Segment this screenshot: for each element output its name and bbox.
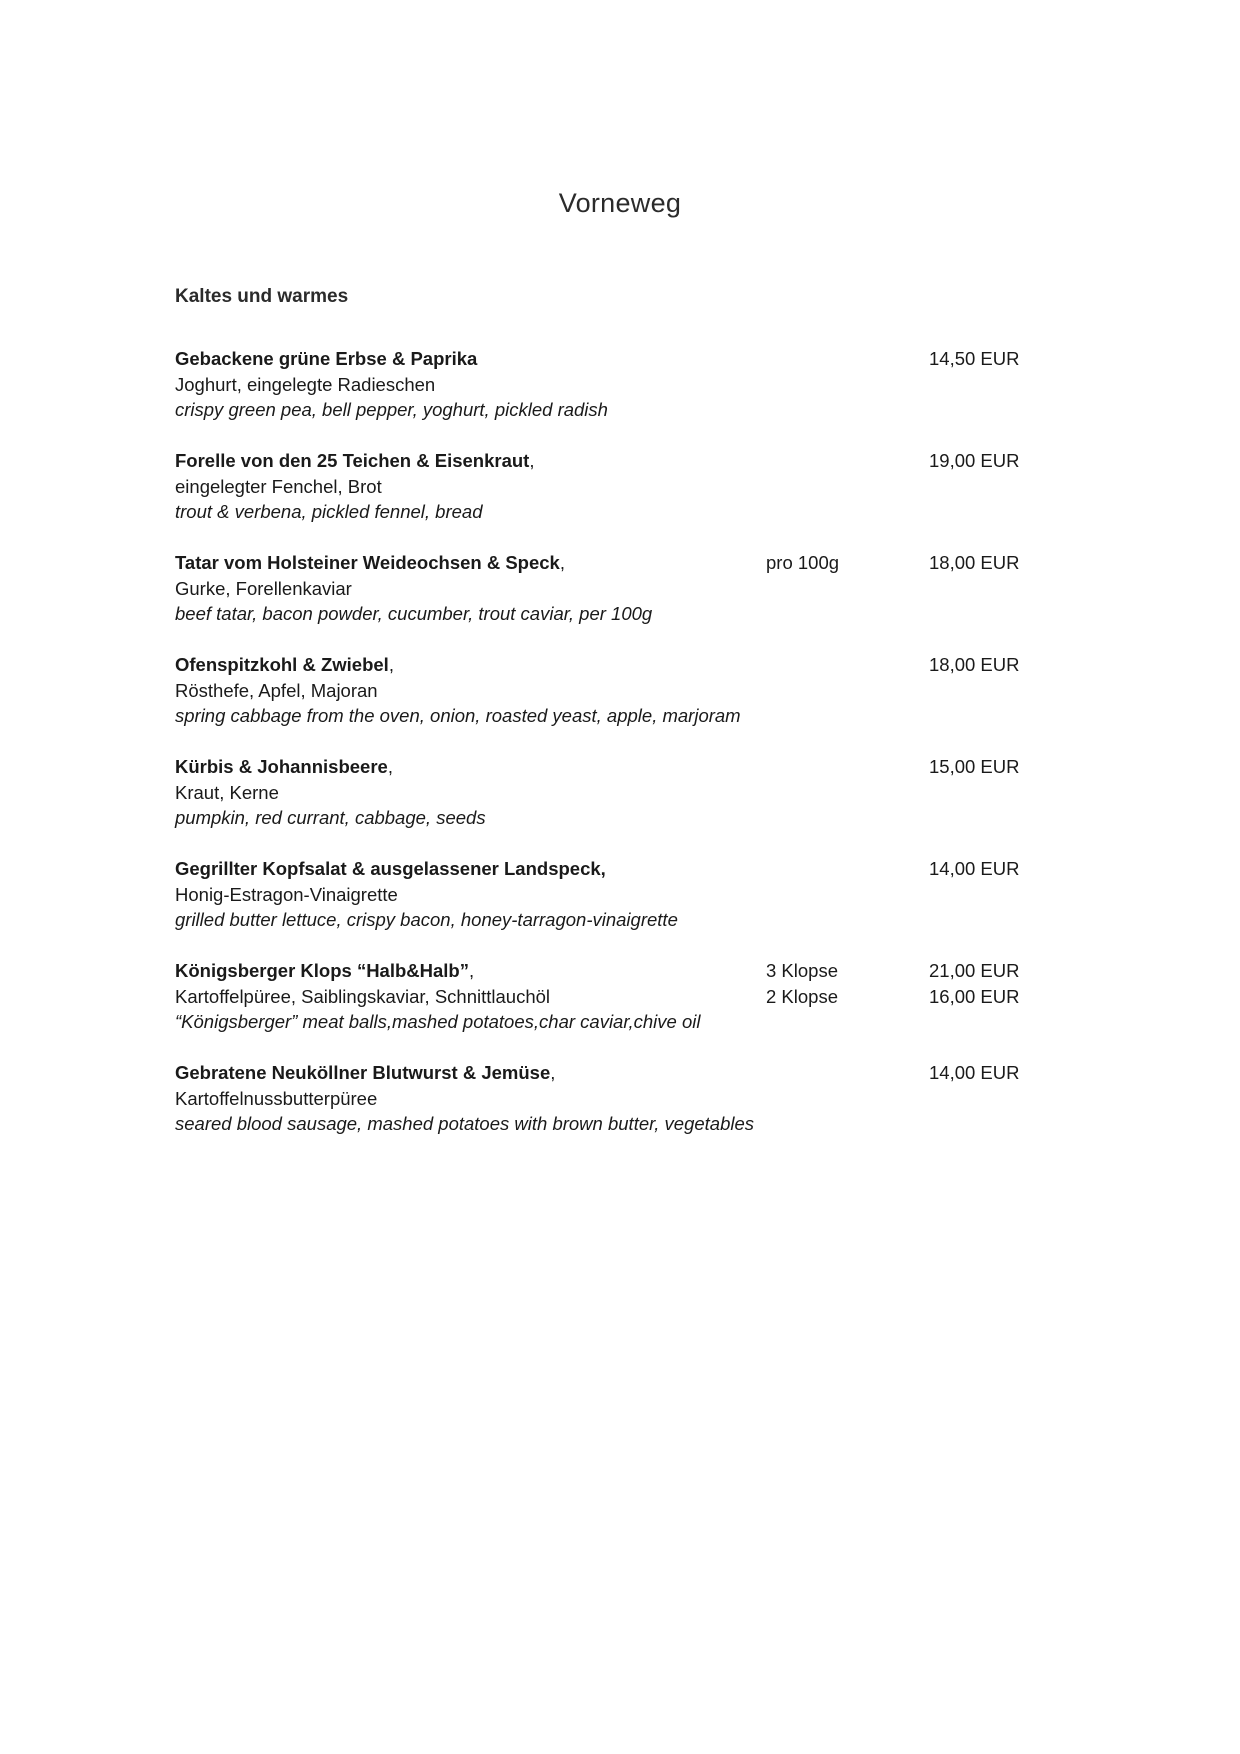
item-price: 14,50 EUR [929, 348, 1020, 369]
item-english: beef tatar, bacon powder, cucumber, trout caviar, per 100g [175, 603, 653, 624]
item-price: 14,00 EUR [929, 1062, 1020, 1083]
item-ingredients: Kartoffelnussbutterpüree [175, 1087, 378, 1109]
item-english: grilled butter lettuce, crispy bacon, honey-tarragon-vinaigrette [175, 909, 678, 930]
item-name: Forelle von den 25 Teichen & Eisenkraut [175, 450, 530, 471]
menu-item [175, 652, 1075, 754]
menu-item [175, 346, 1075, 448]
item-english: “Königsberger” meat balls,mashed potatoes,char caviar,chive oil [175, 1011, 701, 1032]
item-quantity: pro 100g [766, 552, 840, 573]
item-name-suffix: , [468, 960, 475, 981]
item-price: 19,00 EUR [929, 450, 1020, 471]
item-name: Gebackene grüne Erbse & Paprika [175, 348, 478, 369]
item-price: 15,00 EUR [929, 756, 1020, 777]
item-price: 18,00 EUR [929, 654, 1020, 675]
item-ingredients: Kartoffelpüree, Saiblingskaviar, Schnittlauchöl [175, 985, 551, 1007]
item-english: pumpkin, red currant, cabbage, seeds [175, 807, 486, 828]
item-name: Kürbis & Johannisbeere [175, 756, 388, 777]
item-quantity: 3 Klopse [766, 960, 838, 981]
item-price-2: 16,00 EUR [929, 985, 1020, 1007]
item-name-suffix: , [529, 450, 535, 471]
item-ingredients-line [175, 678, 1075, 704]
item-ingredients-line [175, 372, 1075, 398]
menu-item [175, 1060, 1075, 1162]
menu-item [175, 550, 1075, 652]
item-name-line [175, 856, 1075, 882]
item-english: seared blood sausage, mashed potatoes with brown butter, vegetables [175, 1113, 755, 1134]
item-ingredients-line [175, 882, 1075, 908]
item-name: Ofenspitzkohl & Zwiebel [175, 654, 389, 675]
menu-item [175, 448, 1075, 550]
item-name: Tatar vom Holsteiner Weideochsen & Speck [175, 552, 560, 573]
section-heading: Kaltes und warmes [175, 286, 349, 307]
item-ingredients-line [175, 780, 1075, 806]
item-name-line [175, 448, 1075, 474]
item-name-suffix: , [388, 654, 394, 675]
item-name-line [175, 346, 1075, 372]
menu-item [175, 754, 1075, 856]
item-english: spring cabbage from the oven, onion, roasted yeast, apple, marjoram [175, 705, 741, 726]
item-name-line [175, 652, 1075, 678]
item-english: crispy green pea, bell pepper, yoghurt, pickled radish [175, 399, 608, 420]
page-title: Vorneweg [558, 188, 682, 218]
menu-items [175, 346, 1075, 1162]
item-price: 14,00 EUR [929, 858, 1020, 879]
item-ingredients: Honig-Estragon-Vinaigrette [175, 883, 398, 905]
item-ingredients-line [175, 474, 1075, 500]
item-ingredients: Gurke, Forellenkaviar [175, 577, 352, 599]
item-price: 18,00 EUR [929, 552, 1020, 573]
item-ingredients: Kraut, Kerne [175, 781, 279, 803]
menu-item [175, 856, 1075, 958]
item-ingredients-line [175, 1086, 1075, 1112]
item-name-line [175, 958, 1075, 984]
item-ingredients: Joghurt, eingelegte Radieschen [175, 373, 436, 395]
item-name-line [175, 1060, 1075, 1086]
item-name: Gebratene Neuköllner Blutwurst & Jemüse [175, 1062, 551, 1083]
item-name: Gegrillter Kopfsalat & ausgelassener Landspeck, [175, 858, 606, 879]
item-ingredients-line [175, 576, 1075, 602]
item-name-suffix: , [387, 756, 393, 777]
item-price: 21,00 EUR [929, 960, 1020, 981]
item-quantity-2: 2 Klopse [766, 985, 838, 1007]
item-name-suffix: , [559, 552, 565, 573]
item-name: Königsberger Klops “Halb&Halb” [175, 960, 469, 981]
item-name-line [175, 754, 1075, 780]
item-ingredients: eingelegter Fenchel, Brot [175, 475, 382, 497]
item-name-line [175, 550, 1075, 576]
item-english: trout & verbena, pickled fennel, bread [175, 501, 483, 522]
item-ingredients: Rösthefe, Apfel, Majoran [175, 679, 378, 701]
item-ingredients-line [175, 984, 1075, 1010]
item-name-suffix: , [550, 1062, 556, 1083]
menu-item [175, 958, 1075, 1060]
